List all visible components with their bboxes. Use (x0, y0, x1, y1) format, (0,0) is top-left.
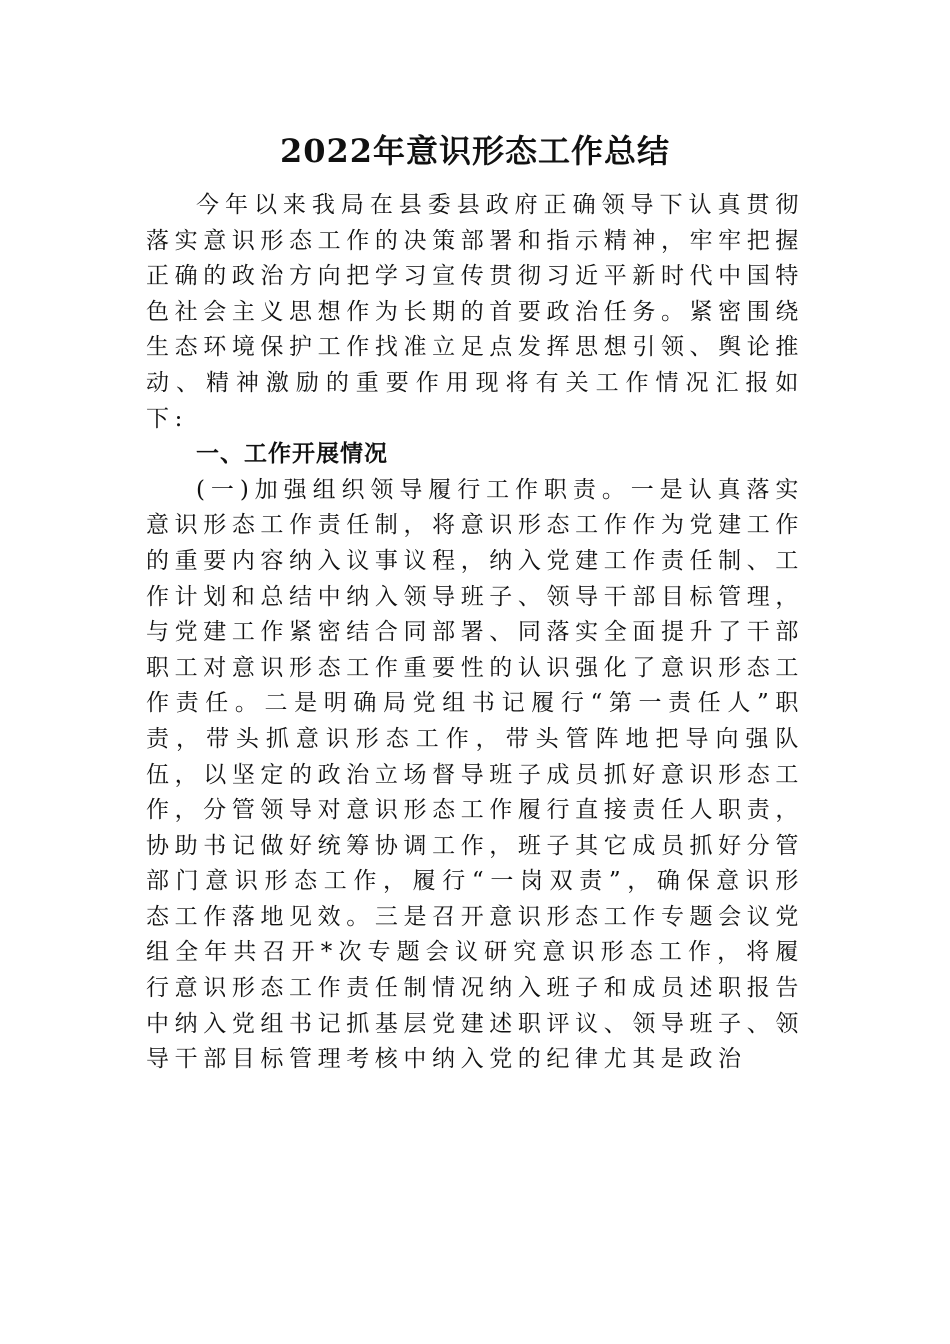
document-title: 2022年意识形态工作总结 (279, 132, 671, 170)
section-paragraph: (一)加强组织领导履行工作职责。一是认真落实意识形态工作责任制，将意识形态工作作为党建工作的重要内容纳入议事议程，纳入党建工作责任制、工作计划和总结中纳入领导班子、领导干部目标管理，与党建工作紧密结合同部署、同落实全面提升了干部职工对意识形态工作重要性的认识强化了意识形态工作责任。二是明确局党组书记履行“第一责任人”职责，带头抓意识形态工作，带头管阵地把导向强队伍，以坚定的政治立场督导班子成员抓好意识形态工作，分管领导对意识形态工作履行直接责任人职责，协助书记做好统筹协调工作，班子其它成员抓好分管部门意识形态工作，履行“一岗双责”，确保意识形态工作落地见效。三是召开意识形态工作专题会议党组全年共召开*次专题会议研究意识形态工作，将履行意识形态工作责任制情况纳入班子和成员述职报告中纳入党组书记抓基层党建述职评议、领导班子、领导干部目标管理考核中纳入党的纪律尤其是政治 (146, 476, 804, 1073)
document-body (146, 188, 804, 1078)
intro-paragraph: 今年以来我局在县委县政府正确领导下认真贯彻落实意识形态工作的决策部署和指示精神，牢牢把握正确的政治方向把学习宣传贯彻习近平新时代中国特色社会主义思想作为长期的首要政治任务。紧密围绕生态环境保护工作找准立足点发挥思想引领、舆论推动、精神激励的重要作用现将有关工作情况汇报如下: (146, 192, 804, 432)
section-heading: 一、工作开展情况 (196, 441, 388, 468)
